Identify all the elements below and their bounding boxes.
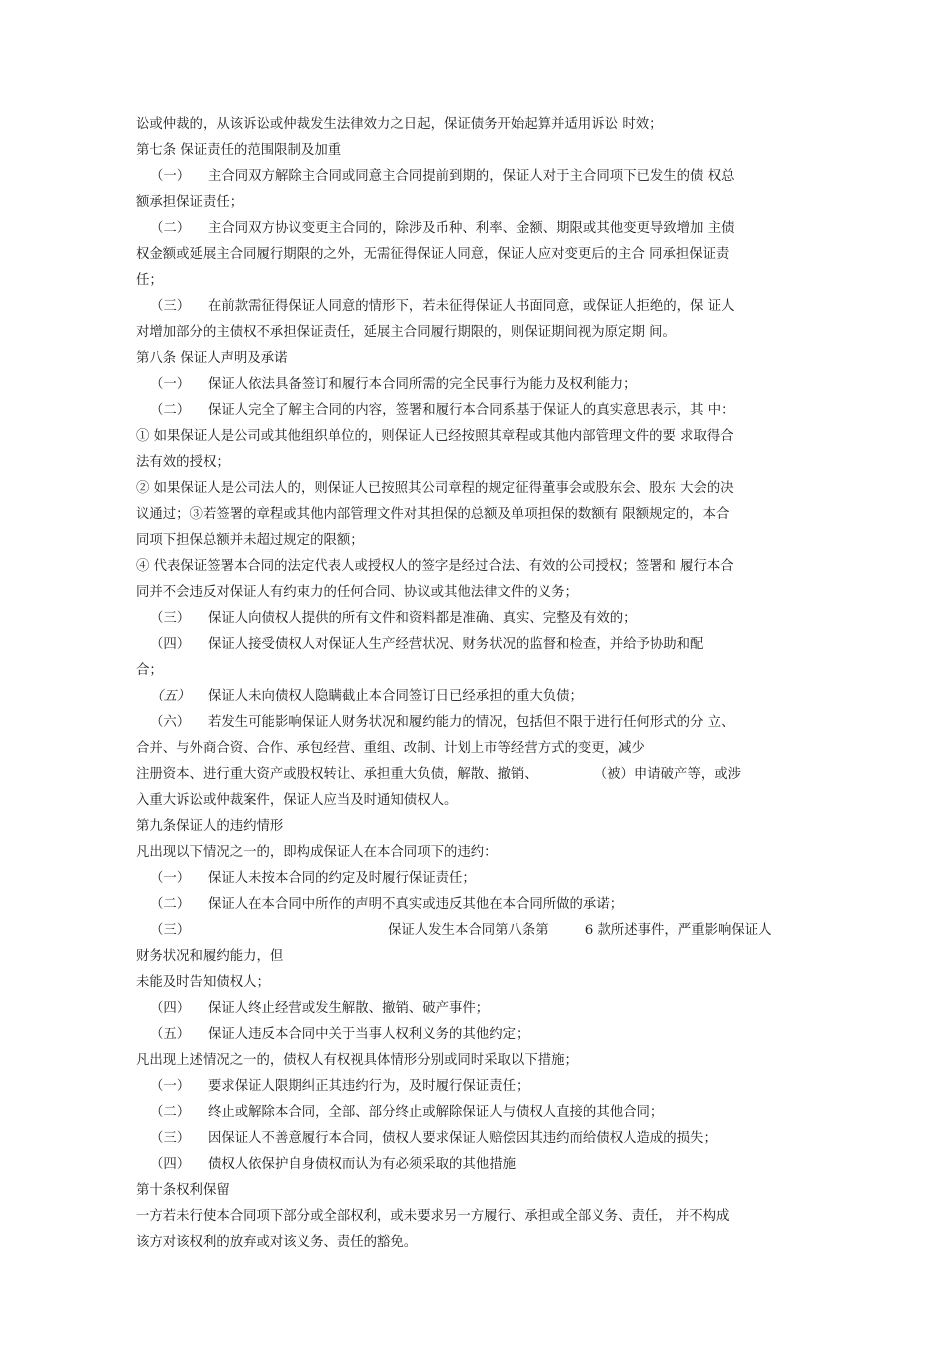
line-text: 保证人依法具备签订和履行本合同所需的完全民事行为能力及权利能力；: [208, 377, 637, 392]
text-line: [136, 246, 729, 264]
text-line: [136, 688, 583, 706]
line-text: 注册资本、进行重大资产或股权转让、承担重大负债，解散、撤销、: [136, 767, 538, 782]
line-text: 该方对该权利的放弃或对该义务、责任的豁免。: [136, 1235, 418, 1250]
line-text: 主合同双方协议变更主合同的，除涉及币种、利率、金额、期限或其他变更导致增加 主债: [208, 221, 735, 236]
item-marker: （一）: [150, 377, 191, 392]
line-text: 6 款所述事件，严重影响保证人: [584, 923, 772, 938]
line-text: 保证人发生本合同第八条第: [388, 923, 549, 938]
line-text: ① 如果保证人是公司或其他组织单位的，则保证人已经按照其章程或其他内部管理文件的要 求取得合: [136, 429, 734, 444]
text-line: [136, 168, 735, 186]
line-text: 同项下担保总额并未超过规定的限额；: [136, 533, 364, 548]
text-line: [136, 1026, 529, 1044]
line-text: 保证人违反本合同中关于当事人权利义务的其他约定；: [208, 1027, 530, 1042]
text-line: [136, 584, 578, 602]
line-text: 合并、与外商合资、合作、承包经营、重组、改制、计划上市等经营方式的变更，减少: [136, 741, 645, 756]
section-heading-10: [136, 1182, 230, 1200]
text-line: [136, 428, 734, 446]
item-marker: （二）: [150, 897, 191, 912]
line-text: 第八条 保证人声明及承诺: [136, 351, 288, 366]
text-line: [136, 272, 163, 290]
text-line: [136, 194, 243, 212]
line-text: 在前款需征得保证人同意的情形下，若未征得保证人书面同意，或保证人拒绝的，保 证人: [208, 299, 735, 314]
line-text: 一方若未行使本合同项下部分或全部权利，或未要求另一方履行、承担或全部义务、责任， 并不构成: [136, 1209, 730, 1224]
text-line: [136, 220, 735, 238]
line-text: 任；: [136, 273, 163, 288]
text-line: [136, 1078, 529, 1096]
line-text: 同并不会违反对保证人有约束力的任何合同、协议或其他法律文件的义务；: [136, 585, 578, 600]
section-heading-7: [136, 142, 341, 160]
text-line: [136, 402, 735, 420]
line-text: 主合同双方解除主合同或同意主合同提前到期的，保证人对于主合同项下已发生的债 权总: [208, 169, 735, 184]
item-marker: （四）: [150, 1001, 191, 1016]
text-line: [136, 662, 163, 680]
text-line: [136, 1234, 417, 1252]
text-line: [136, 1156, 516, 1174]
text-line: [136, 948, 283, 966]
item-marker: （五）: [150, 689, 191, 704]
line-text: 保证人完全了解主合同的内容，签署和履行本合同系基于保证人的真实意思表示，其 中：: [208, 403, 735, 418]
item-marker: （二）: [150, 221, 191, 236]
text-line: [136, 1130, 717, 1148]
text-line: [136, 844, 498, 862]
line-text: 财务状况和履约能力，但: [136, 949, 284, 964]
line-text: 凡出现以下情况之一的，即构成保证人在本合同项下的违约：: [136, 845, 498, 860]
line-text: 若发生可能影响保证人财务状况和履约能力的情况，包括但不限于进行任何形式的分 立、: [208, 715, 735, 730]
text-line: [136, 870, 476, 888]
line-text: 入重大诉讼或仲裁案件，保证人应当及时通知债权人。: [136, 793, 458, 808]
text-line: [136, 506, 729, 524]
line-text: 保证人终止经营或发生解散、撤销、破产事件；: [208, 1001, 490, 1016]
item-marker: （四）: [150, 637, 191, 652]
text-line: [136, 636, 703, 654]
item-marker: （一）: [150, 1079, 191, 1094]
text-line: [136, 896, 623, 914]
text-line: [136, 1000, 489, 1018]
text-line: [136, 454, 230, 472]
line-text: （被）申请破产等，或涉: [593, 767, 742, 782]
text-line: [136, 740, 645, 758]
text-line: [136, 558, 734, 576]
item-marker: （三）: [150, 923, 191, 938]
text-line: [136, 1104, 663, 1122]
line-text: 债权人依保护自身债权而认为有必须采取的其他措施: [208, 1157, 516, 1172]
line-text: 权金额或延展主合同履行期限的之外，无需征得保证人同意，保证人应对变更后的主合 同承担保证责: [136, 247, 730, 262]
line-text: 保证人在本合同中所作的声明不真实或违反其他在本合同所做的承诺；: [208, 897, 624, 912]
item-marker: （四）: [150, 1157, 191, 1172]
line-text: 合；: [136, 663, 163, 678]
text-line: [136, 376, 637, 394]
line-text: 议通过；③若签署的章程或其他内部管理文件对其担保的总额及单项担保的数额有 限额规定的，本合: [136, 507, 730, 522]
item-marker: （一）: [150, 169, 191, 184]
item-marker: （三）: [150, 611, 191, 626]
item-marker: （三）: [150, 1131, 191, 1146]
line-text: 额承担保证责任；: [136, 195, 244, 210]
section-heading-8: [136, 350, 288, 368]
text-line: [136, 1208, 729, 1226]
line-text: 保证人向债权人提供的所有文件和资料都是准确、真实、完整及有效的；: [208, 611, 637, 626]
section-heading-9: [136, 818, 283, 836]
line-text: 终止或解除本合同，全部、部分终止或解除保证人与债权人直接的其他合同；: [208, 1105, 664, 1120]
line-text: 未能及时告知债权人；: [136, 975, 270, 990]
line-text: 第七条 保证责任的范围限制及加重: [136, 143, 342, 158]
text-line: [136, 766, 741, 784]
line-text: 法有效的授权；: [136, 455, 230, 470]
text-line: [136, 792, 457, 810]
line-text: 凡出现上述情况之一的，债权人有权视具体情形分别或同时采取以下措施；: [136, 1053, 578, 1068]
line-text: 要求保证人限期纠正其违约行为，及时履行保证责任；: [208, 1079, 530, 1094]
text-line: [136, 116, 663, 134]
line-text: 保证人未按本合同的约定及时履行保证责任；: [208, 871, 476, 886]
item-marker: （六）: [150, 715, 191, 730]
text-line: [136, 610, 637, 628]
text-line: [136, 714, 735, 732]
line-text: ④ 代表保证签署本合同的法定代表人或授权人的签字是经过合法、有效的公司授权；签署和 履行本合: [136, 559, 734, 574]
text-line: [136, 532, 364, 550]
item-marker: （五）: [150, 1027, 191, 1042]
text-line: [136, 1052, 578, 1070]
text-line: [136, 974, 270, 992]
line-text: ② 如果保证人是公司法人的，则保证人已按照其公司章程的规定征得董事会或股东会、股东 大会的决: [136, 481, 734, 496]
line-text: 第十条权利保留: [136, 1183, 230, 1198]
line-text: 对增加部分的主债权不承担保证责任，延展主合同履行期限的，则保证期间视为原定期 间。: [136, 325, 676, 340]
item-marker: （三）: [150, 299, 191, 314]
text-line: [136, 298, 735, 316]
line-text: 保证人接受债权人对保证人生产经营状况、财务状况的监督和检查，并给予协助和配: [208, 637, 704, 652]
item-marker: （一）: [150, 871, 191, 886]
line-text: 保证人未向债权人隐瞒截止本合同签订日已经承担的重大负债；: [208, 689, 583, 704]
item-marker: （二）: [150, 1105, 191, 1120]
text-line: [136, 922, 772, 940]
line-text: 因保证人不善意履行本合同，债权人要求保证人赔偿因其违约而给债权人造成的损失；: [208, 1131, 717, 1146]
text-line: [136, 324, 676, 342]
text-line: [136, 480, 734, 498]
line-text: 第九条保证人的违约情形: [136, 819, 284, 834]
item-marker: （二）: [150, 403, 191, 418]
line-text: 讼或仲裁的，从该诉讼或仲裁发生法律效力之日起，保证债务开始起算并适用诉讼 时效；: [136, 117, 663, 132]
